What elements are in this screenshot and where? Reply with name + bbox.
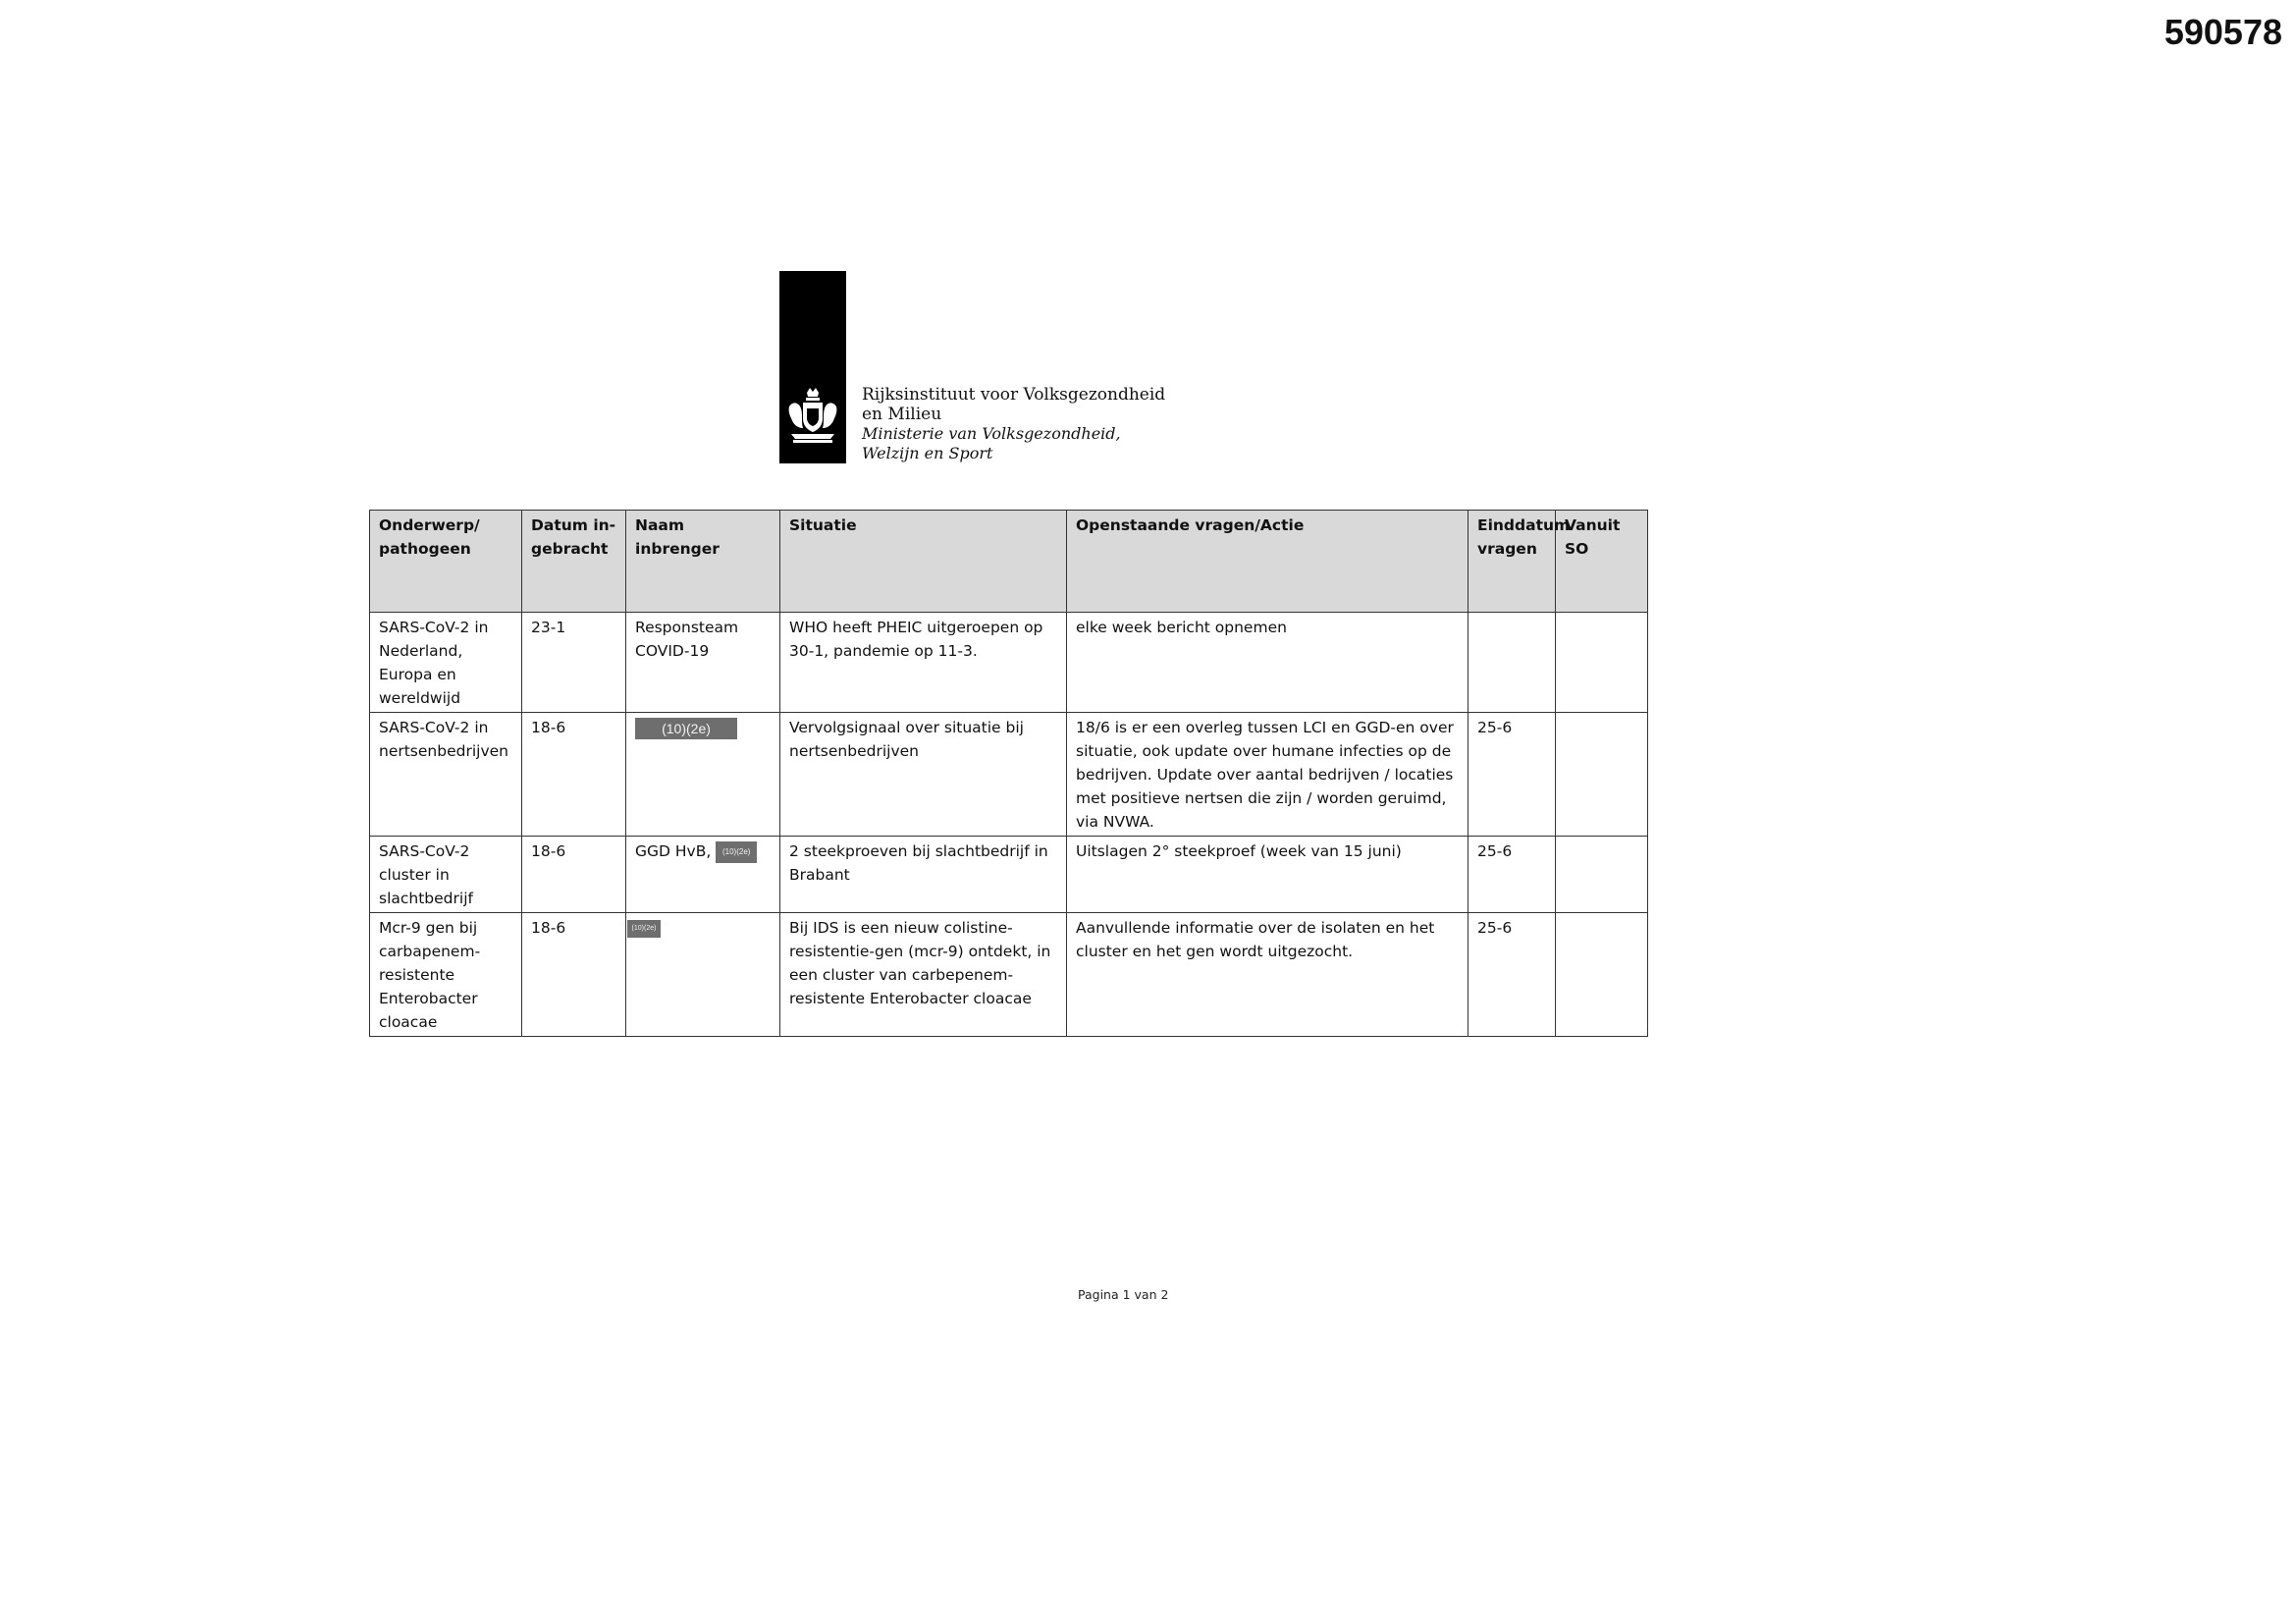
cell-onderwerp: SARS-CoV-2 in nertsenbedrijven xyxy=(370,713,522,837)
cell-datum: 18-6 xyxy=(522,913,626,1037)
header-naam: Naam inbrenger xyxy=(626,511,780,613)
cell-vragen: 18/6 is er een overleg tussen LCI en GGD-en over situatie, ook update over humane infecties op de bedrijven. Update over aantal bedrijven / locaties met positieve nertsen die zijn / worden geruimd, via NVWA. xyxy=(1067,713,1468,837)
cell-datum: 18-6 xyxy=(522,713,626,837)
redaction-block: (10)(2e) xyxy=(716,841,757,863)
page-footer: Pagina 1 van 2 xyxy=(1078,1287,1169,1302)
cell-datum: 18-6 xyxy=(522,837,626,913)
header-situatie: Situatie xyxy=(780,511,1067,613)
cell-einddatum: 25-6 xyxy=(1468,713,1556,837)
logo-line-institute: Rijksinstituut voor Volksgezondheid xyxy=(862,385,1166,405)
cell-onderwerp: SARS-CoV-2 in Nederland, Europa en wereldwijd xyxy=(370,613,522,713)
logo-bar xyxy=(779,271,846,463)
cell-datum: 23-1 xyxy=(522,613,626,713)
header-vanuit: Vanuit SO xyxy=(1556,511,1648,613)
cell-vanuit xyxy=(1556,613,1648,713)
cell-situatie: WHO heeft PHEIC uitgeroepen op 30-1, pandemie op 11-3. xyxy=(780,613,1067,713)
logo-text xyxy=(862,385,1196,463)
header-datum: Datum in-gebracht xyxy=(522,511,626,613)
cell-onderwerp: SARS-CoV-2 cluster in slachtbedrijf xyxy=(370,837,522,913)
cell-naam xyxy=(626,837,780,913)
logo-line-milieu: en Milieu xyxy=(862,405,942,424)
cell-naam xyxy=(626,913,780,1037)
coat-of-arms-icon xyxy=(785,387,840,446)
cell-situatie: 2 steekproeven bij slachtbedrijf in Brabant xyxy=(780,837,1067,913)
header-einddatum: Einddatum vragen xyxy=(1468,511,1556,613)
cell-vanuit xyxy=(1556,837,1648,913)
logo-line-welzijn: Welzijn en Sport xyxy=(862,444,993,462)
header-onderwerp: Onderwerp/ pathogeen xyxy=(370,511,522,613)
table-row xyxy=(370,713,1648,837)
cell-einddatum xyxy=(1468,613,1556,713)
cell-onderwerp: Mcr-9 gen bij carbapenem-resistente Enterobacter cloacae xyxy=(370,913,522,1037)
cell-situatie: Bij IDS is een nieuw colistine-resistentie-gen (mcr-9) ontdekt, in een cluster van carbepenem-resistente Enterobacter cloacae xyxy=(780,913,1067,1037)
table-row xyxy=(370,837,1648,913)
cell-vragen: elke week bericht opnemen xyxy=(1067,613,1468,713)
table-header-row xyxy=(370,511,1648,613)
cell-situatie: Vervolgsignaal over situatie bij nertsenbedrijven xyxy=(780,713,1067,837)
cell-naam: Responsteam COVID-19 xyxy=(626,613,780,713)
cell-vragen: Uitslagen 2° steekproef (week van 15 juni) xyxy=(1067,837,1468,913)
table-row xyxy=(370,613,1648,713)
redaction-block: (10)(2e) xyxy=(627,920,661,938)
cell-einddatum: 25-6 xyxy=(1468,837,1556,913)
table-row xyxy=(370,913,1648,1037)
cell-vragen: Aanvullende informatie over de isolaten en het cluster en het gen wordt uitgezocht. xyxy=(1067,913,1468,1037)
cell-vanuit xyxy=(1556,913,1648,1037)
signal-table xyxy=(369,510,1648,1037)
redaction-block: (10)(2e) xyxy=(635,718,737,739)
cell-vanuit xyxy=(1556,713,1648,837)
header-vragen: Openstaande vragen/Actie xyxy=(1067,511,1468,613)
document-number: 590578 xyxy=(2163,12,2282,52)
cell-naam xyxy=(626,713,780,837)
cell-einddatum: 25-6 xyxy=(1468,913,1556,1037)
cell-naam-text: GGD HvB, xyxy=(635,842,712,860)
logo-line-ministry: Ministerie van Volksgezondheid, xyxy=(862,424,1121,443)
